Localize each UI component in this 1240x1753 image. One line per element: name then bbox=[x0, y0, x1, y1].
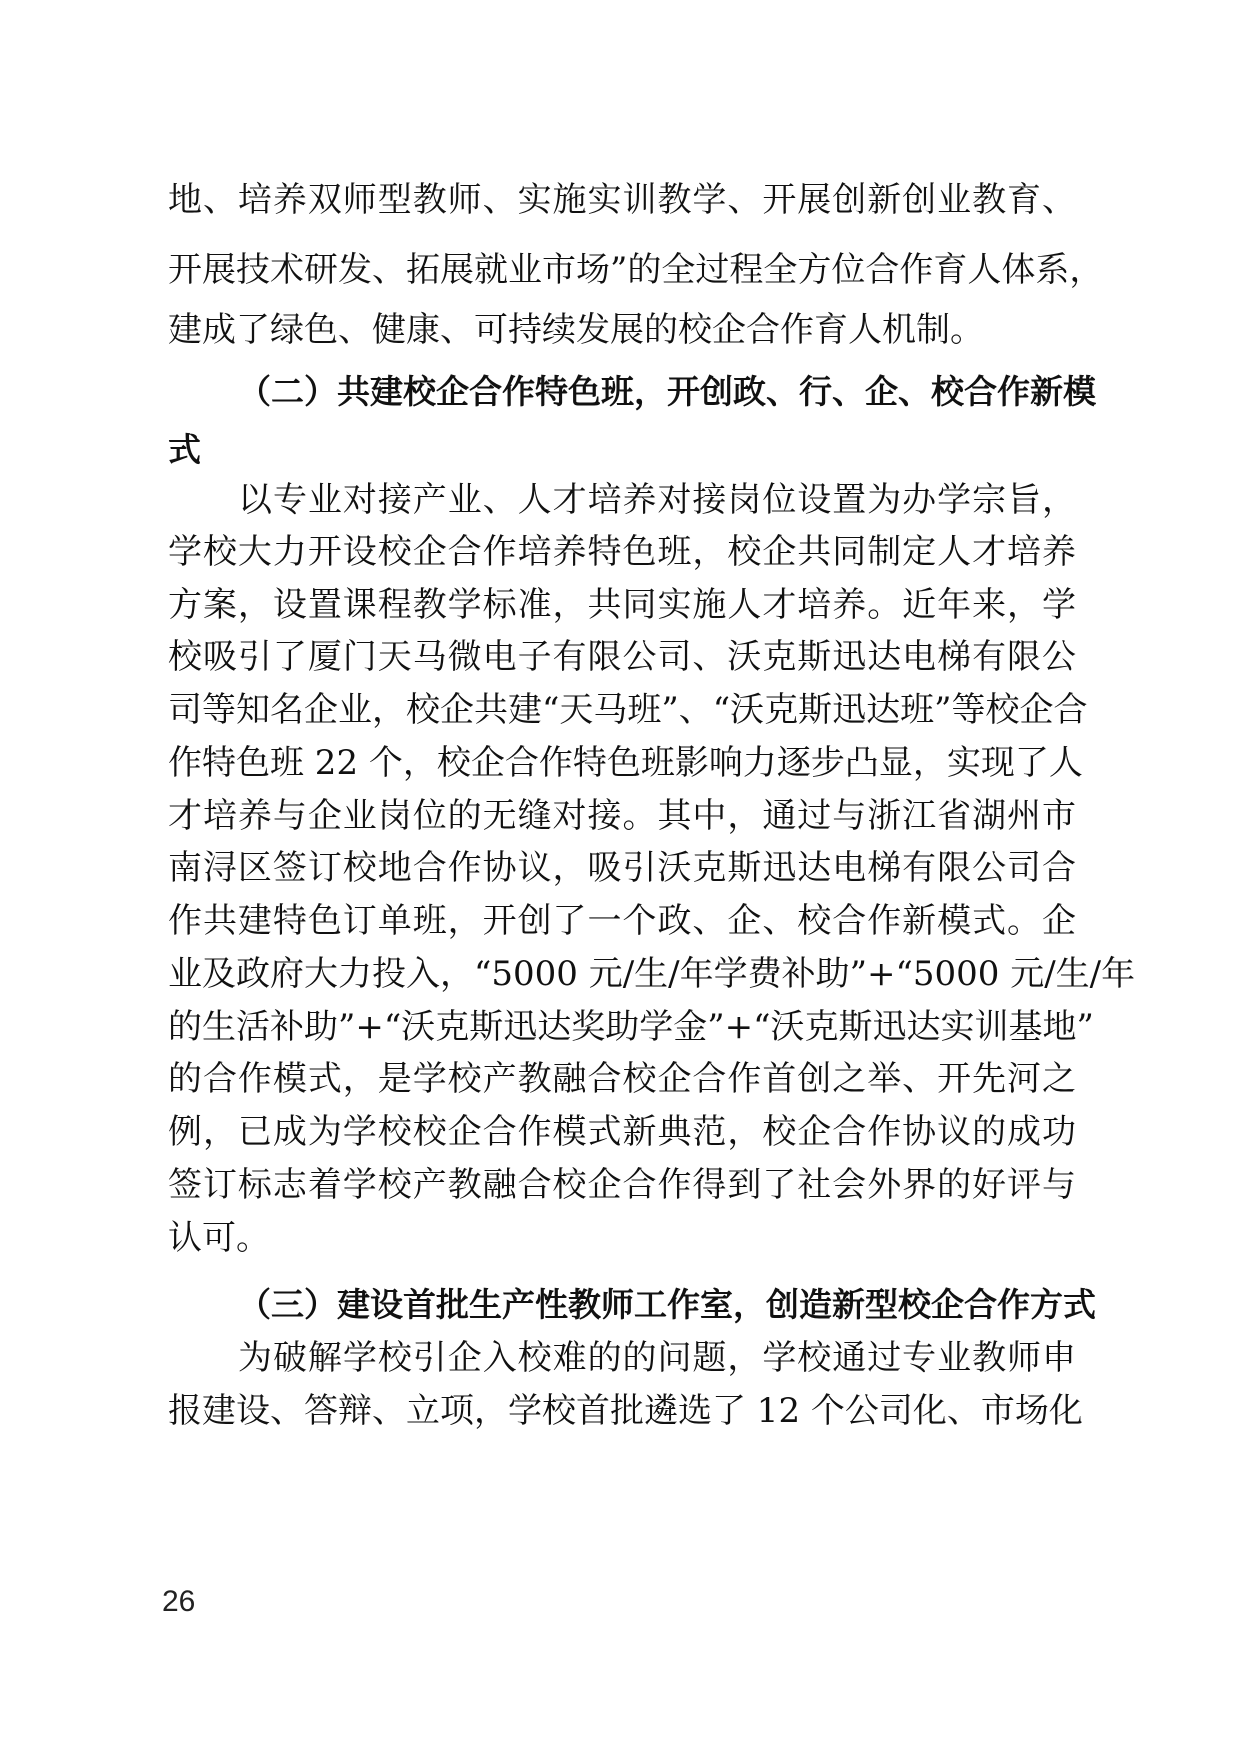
paragraph-first-line: 以专业对接产业、人才培养对接岗位设置为办学宗旨， bbox=[238, 480, 1076, 520]
paragraph-first-line: 为破解学校引企入校难的的问题，学校通过专业教师申 bbox=[238, 1338, 1076, 1378]
body-line: 开展技术研发、拓展就业市场”的全过程全方位合作育人体系， bbox=[168, 250, 1104, 290]
body-line: 学校大力开设校企合作培养特色班，校企共同制定人才培养 bbox=[168, 532, 1076, 572]
body-line: 签订标志着学校产教融合校企合作得到了社会外界的好评与 bbox=[168, 1165, 1076, 1205]
body-line: 地、培养双师型教师、实施实训教学、开展创新创业教育、 bbox=[168, 180, 1076, 220]
body-line: 报建设、答辩、立项，学校首批遴选了 12 个公司化、市场化 bbox=[168, 1391, 1083, 1431]
body-line: 司等知名企业，校企共建“天马班”、“沃克斯迅达班”等校企合 bbox=[168, 690, 1088, 730]
body-line: 作特色班 22 个，校企合作特色班影响力逐步凸显，实现了人 bbox=[168, 743, 1083, 783]
body-line: 作共建特色订单班，开创了一个政、企、校合作新模式。企 bbox=[168, 901, 1076, 941]
body-line: 认可。 bbox=[168, 1218, 270, 1258]
section-heading-2-cont: 式 bbox=[168, 430, 201, 469]
page-number: 26 bbox=[162, 1585, 196, 1618]
body-line: 例，已成为学校校企合作模式新典范，校企合作协议的成功 bbox=[168, 1112, 1076, 1152]
body-line: 南浔区签订校地合作协议，吸引沃克斯迅达电梯有限公司合 bbox=[168, 848, 1076, 888]
section-heading-2: （二）共建校企合作特色班，开创政、行、企、校合作新模 bbox=[238, 372, 1096, 411]
body-line: 业及政府大力投入，“5000 元/生/年学费补助”+“5000 元/生/年 bbox=[168, 954, 1136, 994]
body-line: 的生活补助”+“沃克斯迅达奖助学金”+“沃克斯迅达实训基地” bbox=[168, 1007, 1094, 1047]
section-heading-3: （三）建设首批生产性教师工作室，创造新型校企合作方式 bbox=[238, 1285, 1096, 1324]
body-line: 建成了绿色、健康、可持续发展的校企合作育人机制。 bbox=[168, 310, 984, 350]
body-line: 校吸引了厦门天马微电子有限公司、沃克斯迅达电梯有限公 bbox=[168, 637, 1076, 677]
body-line: 方案，设置课程教学标准，共同实施人才培养。近年来，学 bbox=[168, 585, 1076, 625]
body-line: 才培养与企业岗位的无缝对接。其中，通过与浙江省湖州市 bbox=[168, 796, 1076, 836]
body-line: 的合作模式，是学校产教融合校企合作首创之举、开先河之 bbox=[168, 1059, 1076, 1099]
document-page bbox=[168, 0, 1136, 1753]
